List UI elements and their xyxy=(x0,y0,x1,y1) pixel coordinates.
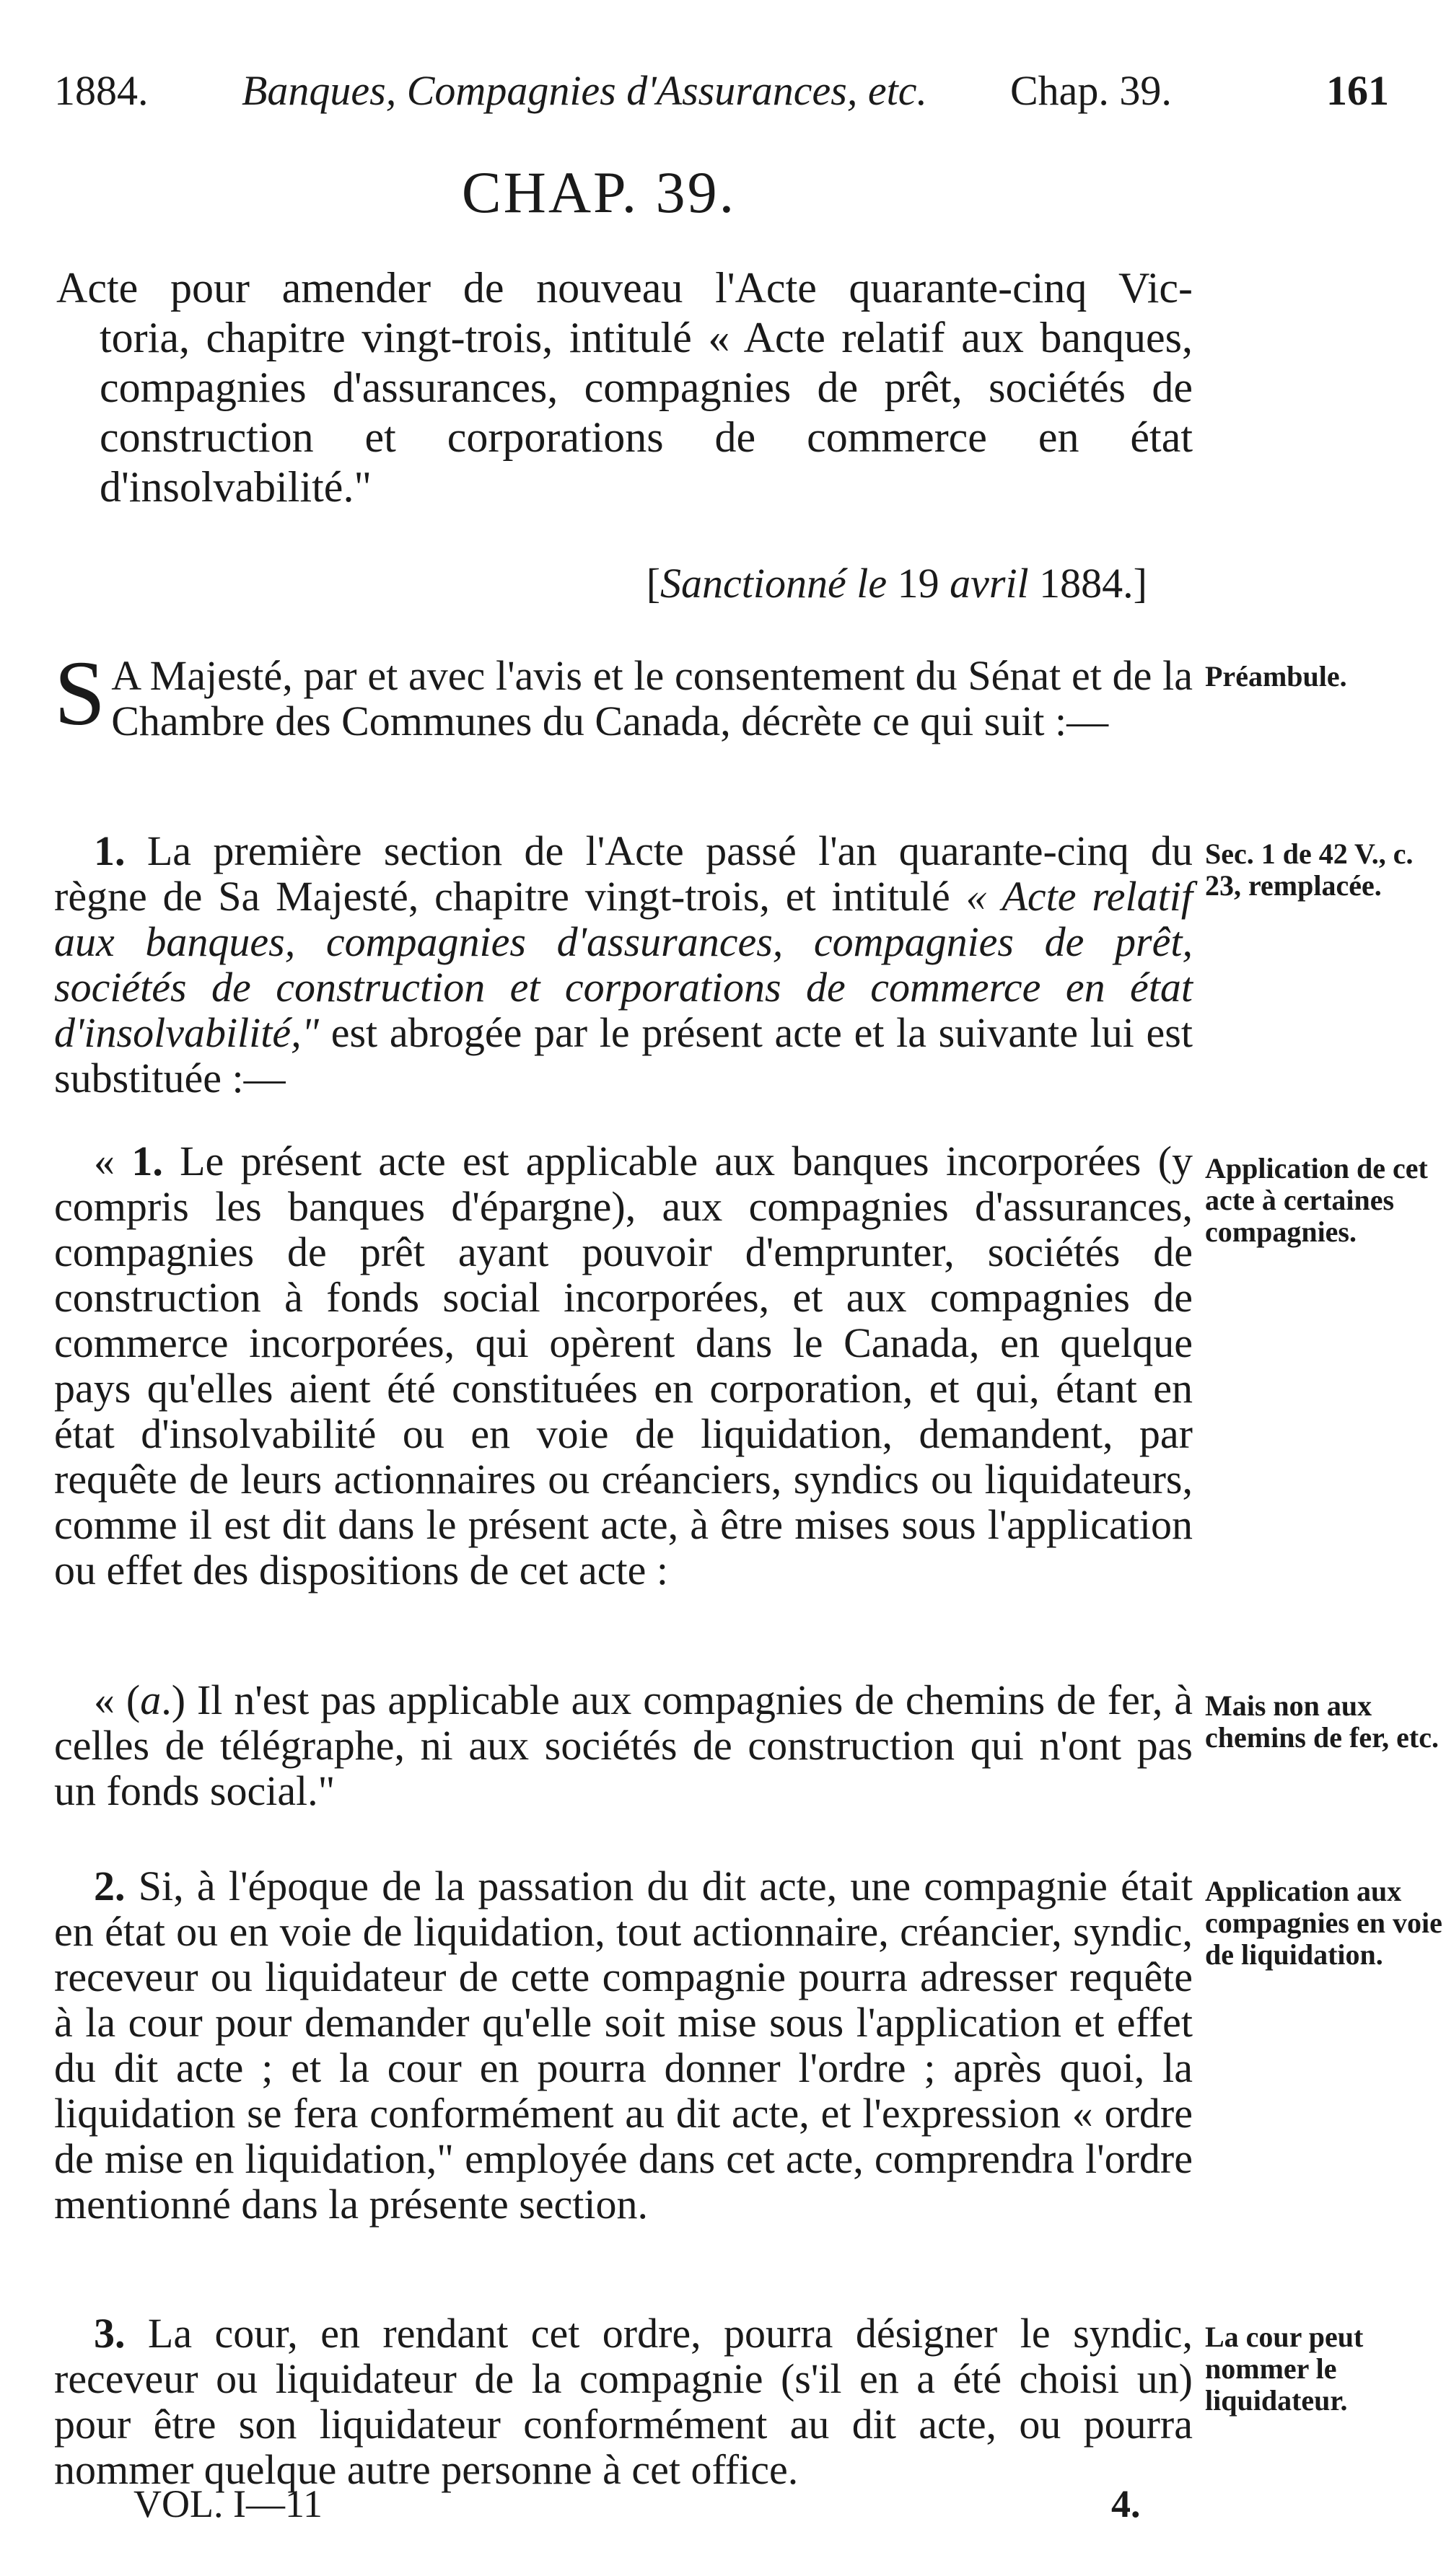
margin-note-section-1: Sec. 1 de 42 V., c. 23, remplacée. xyxy=(1205,838,1414,902)
long-title-first-line: Acte pour amender de nouveau l'Acte quarante-cinq Vic- xyxy=(56,264,1193,312)
section-3 xyxy=(54,2311,1193,2492)
header-year: 1884. xyxy=(54,67,149,114)
sanction-date xyxy=(0,559,1147,607)
quoted-1-text: Le présent acte est applicable aux banques incorporées (y compris les banques d'épargne), aux compagnies d'assurances, compagnies de prêt ayant pouvoir d'emprunter, sociétés de construction à fonds social incorporées, et aux compagnies de commerce incorporées, qui opèrent dans le Canada, en quelque pays qu'elles aient été constituées en corporation, et qui, étant en état d'insolvabilité ou en voie de liquidation, demandent, par requête de leurs actionnaires ou créanciers, syndics ou liquidateurs, comme il est dit dans le présent acte, à être mises sous l'application ou effet des dispositions de cet acte : xyxy=(54,1138,1193,1593)
sanction-open: [ xyxy=(646,560,661,607)
page-footer xyxy=(0,2482,1446,2532)
chapter-title: CHAP. 39. xyxy=(461,159,737,225)
section-1-italic-title: « Acte relatif aux banques, compagnies d'assurances, compagnies de prêt, sociétés de construction et corporations de commerce en état d'insolvabilité," xyxy=(54,873,1193,1056)
section-3-number: 3. xyxy=(94,2310,126,2357)
section-2-text: Si, à l'époque de la passation du dit acte, une compagnie était en état ou en voie de liquidation, tout actionnaire, créancier, syndic, receveur ou liquidateur de cette compagnie pourra adresser requête à la cour pour demander qu'elle soit mise sous l'application et effet du dit acte ; et la cour en pourra donner l'ordre ; après quoi, la liquidation se fera conformément au dit acte, et l'expression « ordre de mise en liquidation," employée dans cet acte, comprendra l'ordre mentionné dans la présente section. xyxy=(54,1863,1193,2228)
sanction-year: 1884.] xyxy=(1028,560,1147,607)
margin-note-section-3: La cour peut nommer le liquidateur. xyxy=(1205,2321,1364,2417)
section-2 xyxy=(54,1863,1193,2227)
header-chapter: Chap. 39. xyxy=(1010,67,1172,114)
margin-note-preamble: Préambule. xyxy=(1205,660,1347,693)
printer-signature: 4. xyxy=(1111,2482,1141,2526)
section-1 xyxy=(54,828,1193,1101)
act-long-title xyxy=(56,263,1193,512)
long-title-rest: toria, chapitre vingt-trois, intitulé « Acte relatif aux banques, compagnies d'assurances, compagnies de prêt, sociétés de construction et corporations de commerce en état d'insolvabilité." xyxy=(100,314,1193,511)
quoted-subsection-a xyxy=(54,1677,1193,1814)
header-title: Banques, Compagnies d'Assurances, etc. xyxy=(242,67,927,114)
quoted-a-letter: a xyxy=(140,1676,162,1723)
section-3-text: La cour, en rendant cet ordre, pourra désigner le syndic, receveur ou liquidateur de la compagnie (s'il en a été choisi un) pour être son liquidateur conformément au dit acte, ou pourra nommer quelque autre personne à cet office. xyxy=(54,2310,1193,2493)
running-head xyxy=(0,66,1446,124)
quoted-1-number: 1. xyxy=(131,1138,163,1184)
sanction-italic-2: avril xyxy=(950,560,1029,607)
page-number: 161 xyxy=(1326,67,1389,114)
section-1-text-a: La première section de l'Acte passé l'an quarante-cinq du règne de Sa Majesté, chapitre vingt-trois, et intitulé xyxy=(54,827,1193,920)
sanction-day: 19 xyxy=(887,560,950,607)
margin-note-section-2: Application aux compagnies en voie de liquidation. xyxy=(1205,1875,1442,1971)
drop-cap: S xyxy=(54,642,106,744)
preamble-text: A Majesté, par et avec l'avis et le consentement du Sénat et de la Chambre des Communes du Canada, décrète ce qui suit :— xyxy=(111,652,1193,744)
quoted-a-text: .) Il n'est pas applicable aux compagnies de chemins de fer, à celles de télégraphe, ni aux sociétés de construction qui n'ont pas un fonds social." xyxy=(54,1676,1193,1814)
section-2-number: 2. xyxy=(94,1863,126,1909)
margin-note-quoted-1: Application de cet acte à certaines compagnies. xyxy=(1205,1152,1428,1248)
section-1-text-b: est abrogée par le présent acte et la suivante lui est substituée :— xyxy=(54,1009,1193,1102)
quoted-section-1 xyxy=(54,1138,1193,1593)
volume-signature: VOL. I—11 xyxy=(133,2482,323,2526)
sanction-italic-1: Sanctionné le xyxy=(660,560,888,607)
quoted-a-open: « ( xyxy=(94,1676,141,1723)
quoted-1-open-quote: « xyxy=(94,1138,132,1184)
margin-note-quoted-a: Mais non aux chemins de fer, etc. xyxy=(1205,1689,1439,1754)
preamble xyxy=(54,642,1193,744)
section-1-number: 1. xyxy=(94,827,126,874)
